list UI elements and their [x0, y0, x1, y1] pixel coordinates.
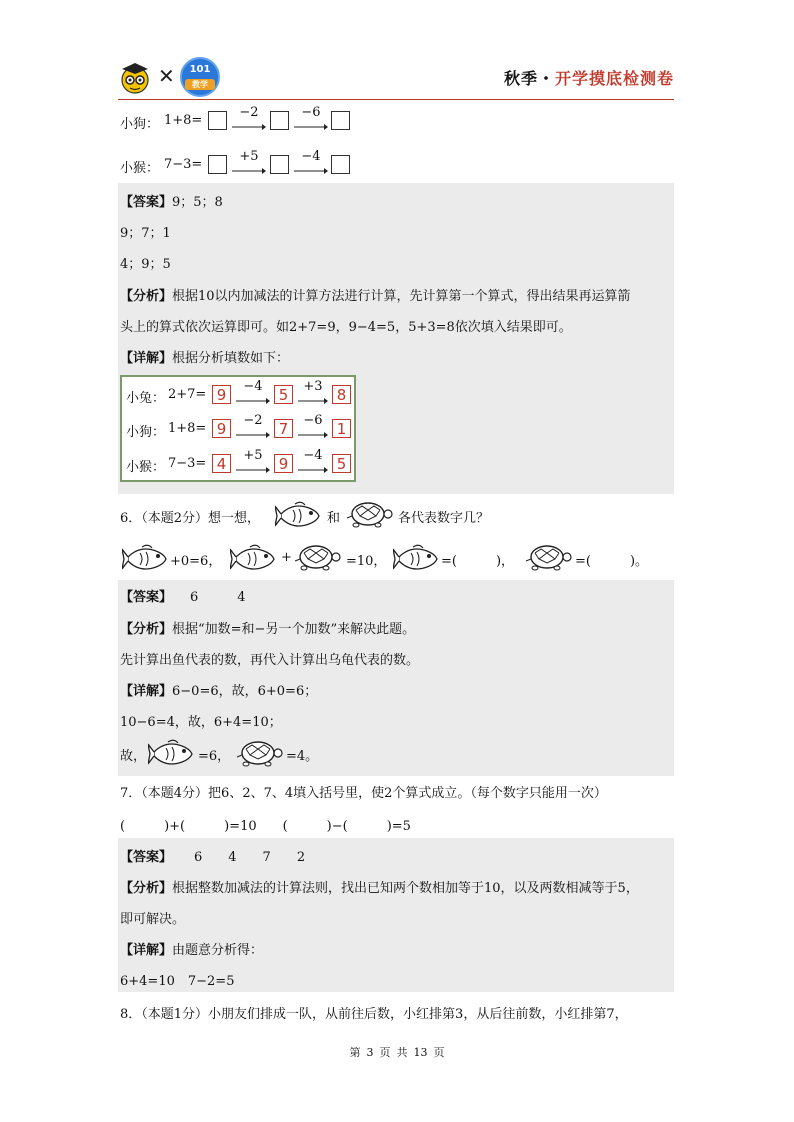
analysis-label: 【分析】 [120, 622, 173, 637]
arrow-op [232, 105, 266, 131]
q6-detail-line3-c: =4。 [286, 749, 319, 764]
answer-label: 【答案】 [120, 195, 173, 210]
footer-word: 页 [433, 1046, 445, 1059]
fish-icon [148, 738, 194, 768]
row-expr: 1+8= [168, 421, 207, 436]
q6-answer [120, 586, 246, 605]
filled-box: 1 [332, 419, 351, 438]
arrow-label: −4 [243, 379, 263, 394]
turtle-icon [346, 498, 394, 530]
answer-label: 【答案】 [120, 590, 173, 605]
monkey-equation-row [120, 149, 420, 177]
figure-row-rabbit [126, 379, 354, 407]
page-footer [0, 1044, 794, 1060]
arrow-label: −4 [303, 448, 323, 463]
q6-analysis [120, 618, 415, 637]
arrow-op [236, 413, 270, 439]
answer-label: 【答案】 [120, 850, 173, 865]
detail-label: 【详解】 [120, 351, 173, 366]
logo-text-bottom: 教学 [185, 79, 215, 90]
total-pages: 13 [413, 1046, 428, 1059]
q7-equations: ( )+( )=10 ( )−( )=5 [120, 819, 411, 834]
q6-and: 和 [327, 511, 341, 526]
dog-label: 小狗： [120, 117, 160, 132]
arrow-op [232, 149, 266, 175]
analysis-label: 【分析】 [120, 289, 173, 304]
q6-eq3: =( )， [441, 554, 515, 569]
analysis-label: 【分析】 [120, 881, 173, 896]
logo-face-icon [118, 60, 152, 94]
q7-analysis [120, 877, 639, 896]
brand-title [504, 66, 674, 89]
answer-box [208, 155, 227, 174]
footer-word: 共 [396, 1046, 408, 1059]
times-icon: ✕ [158, 64, 175, 88]
brand-part1: 秋季・ [503, 69, 555, 88]
q7-answer [120, 846, 305, 865]
footer-word: 第 [349, 1046, 361, 1059]
fish-icon [275, 500, 321, 530]
turtle-icon [294, 541, 342, 573]
analysis-text: 根据整数加减法的计算法则，找出已知两个数相加等于10，以及两数相减等于5， [172, 881, 639, 896]
answer-box [270, 155, 289, 174]
q8-stem: 8．（本题1分）小朋友们排成一队，从前往后数，小红排第3，从后往前数，小红排第7， [120, 1007, 628, 1022]
monkey-expr: 7−3= [164, 157, 203, 172]
filled-box: 7 [274, 419, 293, 438]
answer-box [331, 155, 350, 174]
row-expr: 7−3= [168, 456, 207, 471]
q5-answer-line2: 9；7；1 [120, 226, 171, 241]
row-label: 小猴： [126, 460, 166, 475]
filled-box: 5 [332, 454, 351, 473]
arrow-op [298, 448, 328, 474]
logo-text-top: 101 [189, 64, 211, 75]
q5-detail [120, 347, 289, 366]
q6-detail [120, 680, 317, 699]
q6-stem-a: 6．（本题2分）想一想， [120, 511, 261, 526]
brand-part2: 开学摸底检测卷 [554, 69, 674, 88]
q7-analysis-line2: 即可解决。 [120, 912, 186, 927]
arrow-op [298, 413, 328, 439]
answer-text: 9；5；8 [172, 195, 223, 210]
q6-eq2-plus: + [281, 550, 292, 565]
arrow-op [294, 105, 328, 131]
fish-icon [230, 543, 276, 573]
q6-detail-line2: 10−6=4，故，6+4=10； [120, 715, 282, 730]
filled-box: 9 [274, 454, 293, 473]
arrow-op [298, 379, 328, 405]
turtle-icon [525, 541, 573, 573]
arrow-op [236, 448, 270, 474]
analysis-text: 根据“加数=和−另一个加数”来解决此题。 [172, 622, 416, 637]
detail-text: 由题意分析得： [172, 943, 264, 958]
q6-detail-line3-b: =6， [198, 749, 231, 764]
q7-detail-eq: 6+4=10 7−2=5 [120, 974, 235, 989]
q7-stem: 7．（本题4分）把6、2、7、4填入括号里，使2个算式成立。（每个数字只能用一次） [120, 786, 607, 801]
arrow-label: +5 [243, 448, 263, 463]
dog-equation-row [120, 105, 420, 133]
q5-analysis [120, 285, 631, 304]
row-expr: 2+7= [168, 387, 207, 402]
arrow-label: −6 [301, 105, 321, 120]
logo-101-icon [180, 57, 220, 97]
arrow-label: −4 [301, 149, 321, 164]
detail-text: 6−0=6，故，6+0=6； [172, 684, 318, 699]
arrow-op [236, 379, 270, 405]
answer-box [270, 111, 289, 130]
filled-answer-figure [120, 375, 356, 482]
filled-box: 4 [212, 454, 231, 473]
detail-label: 【详解】 [120, 684, 173, 699]
answer-text: 6 4 7 2 [194, 850, 306, 865]
monkey-label: 小猴： [120, 161, 160, 176]
header-divider [118, 99, 674, 100]
q6-eq1: +0=6， [170, 554, 222, 569]
footer-word: 页 [379, 1046, 391, 1059]
q6-stem [120, 507, 260, 526]
q5-analysis-line2: 头上的算式依次运算即可。如2+7=9，9−4=5，5+3=8依次填入结果即可。 [120, 320, 572, 335]
answer-text: 6 4 [190, 590, 246, 605]
filled-box: 9 [212, 385, 231, 404]
filled-box: 5 [274, 385, 293, 404]
row-label: 小兔： [126, 391, 166, 406]
turtle-icon [236, 737, 284, 769]
fish-icon [122, 543, 168, 573]
arrow-op [294, 149, 328, 175]
q7-detail [120, 939, 263, 958]
figure-row-monkey [126, 448, 354, 476]
detail-label: 【详解】 [120, 943, 173, 958]
arrow-label: −2 [239, 105, 259, 120]
answer-box [331, 111, 350, 130]
q6-analysis-line2: 先计算出鱼代表的数，再代入计算出乌龟代表的数。 [120, 653, 420, 668]
answer-box [208, 111, 227, 130]
arrow-label: −6 [303, 413, 323, 428]
detail-text: 根据分析填数如下： [172, 351, 290, 366]
q6-stem-b: 各代表数字几？ [398, 511, 490, 526]
arrow-label: +3 [303, 379, 323, 394]
arrow-label: −2 [243, 413, 263, 428]
q6-detail-line3-a: 故， [120, 749, 147, 764]
q5-answer [120, 191, 223, 210]
q6-eq2-end: =10， [346, 554, 387, 569]
filled-box: 9 [212, 419, 231, 438]
figure-row-dog [126, 413, 354, 441]
arrow-label: +5 [239, 149, 259, 164]
page-number: 3 [366, 1046, 374, 1059]
filled-box: 8 [332, 385, 351, 404]
q6-eq4: =( )。 [575, 554, 649, 569]
analysis-text: 根据10以内加减法的计算方法进行计算，先计算第一个算式，得出结果再运算箭 [172, 289, 631, 304]
row-label: 小狗： [126, 425, 166, 440]
q5-answer-line3: 4；9；5 [120, 257, 171, 272]
dog-expr: 1+8= [164, 113, 203, 128]
fish-icon [393, 543, 439, 573]
